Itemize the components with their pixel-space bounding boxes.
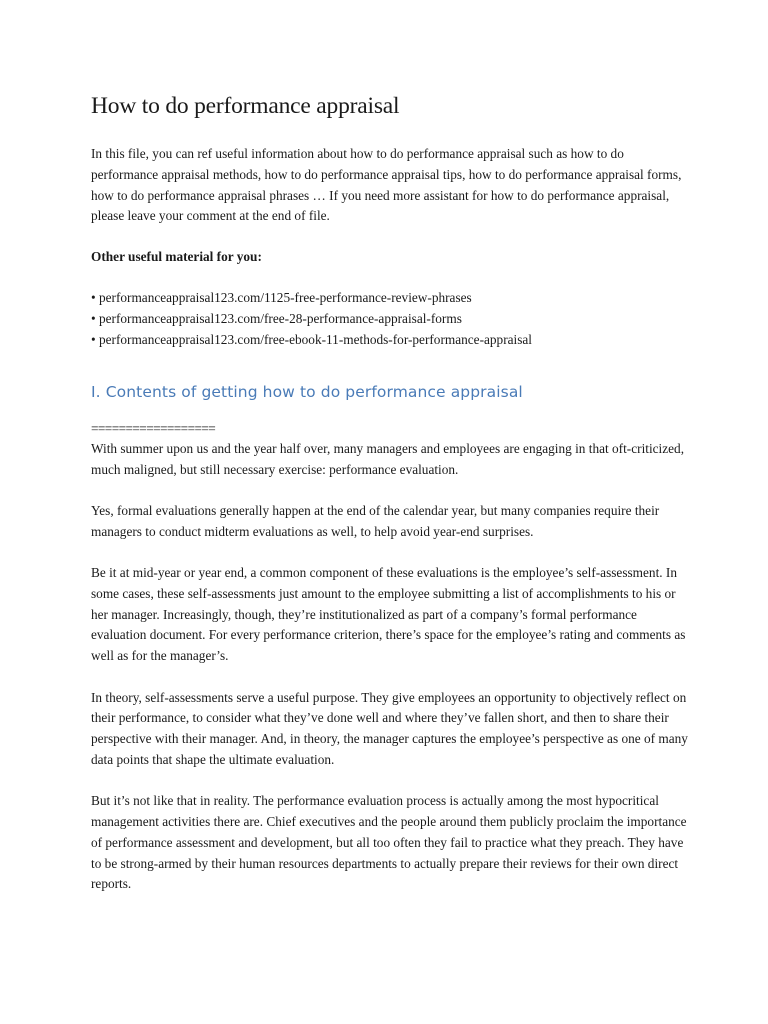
material-link[interactable]: • performanceappraisal123.com/free-28-performance-appraisal-forms [91,311,462,327]
document-page [91,90,691,916]
material-link[interactable]: • performanceappraisal123.com/1125-free-performance-review-phrases [91,290,472,306]
section-heading: I. Contents of getting how to do performance appraisal [91,382,523,401]
material-link[interactable]: • performanceappraisal123.com/free-ebook-11-methods-for-performance-appraisal [91,332,533,348]
divider-line: ================== [91,420,216,436]
intro-paragraph: In this file, you can ref useful information about how to do performance appraisal such as how to do performance appraisal methods, how to do performance appraisal tips, how to do performance appraisal forms, how to do performance appraisal phrases … If you need more assistant for how to do performance appraisal, please leave your comment at the end of file. [91,146,682,224]
body-paragraph: Yes, formal evaluations generally happen at the end of the calendar year, but many companies require their managers to conduct midterm evaluations as well, to help avoid year-end surprises. [91,502,660,539]
material-heading: Other useful material for you: [91,249,262,265]
body-paragraph: In theory, self-assessments serve a useful purpose. They give employees an opportunity to objectively reflect on their performance, to consider what they’ve done well and where they’ve fallen short, and then to share their perspective with their manager. And, in theory, the manager captures the employee’s perspective as one of many data points that shape the ultimate evaluation. [91,689,688,767]
body-paragraph: But it’s not like that in reality. The performance evaluation process is actually among the most hypocritical management activities there are. Chief executives and the people around them publicly proclaim the importance of performance assessment and development, but all too often they fail to practice what they preach. They have to be strong-armed by their human resources departments to actually prepare their reviews for their own direct reports. [91,793,687,892]
material-link-list [91,288,691,350]
body-paragraph: With summer upon us and the year half over, many managers and employees are engaging in that oft-criticized, much maligned, but still necessary exercise: performance evaluation. [91,440,685,477]
body-paragraph: Be it at mid-year or year end, a common component of these evaluations is the employee’s self-assessment. In some cases, these self-assessments just amount to the employee submitting a list of accomplishments to his or her manager. Increasingly, though, they’re institutionalized as part of a company’s formal performance evaluation document. For every performance criterion, there’s space for the employee’s rating and comments as well as for the manager’s. [91,565,686,664]
document-title: How to do performance appraisal [91,93,400,119]
